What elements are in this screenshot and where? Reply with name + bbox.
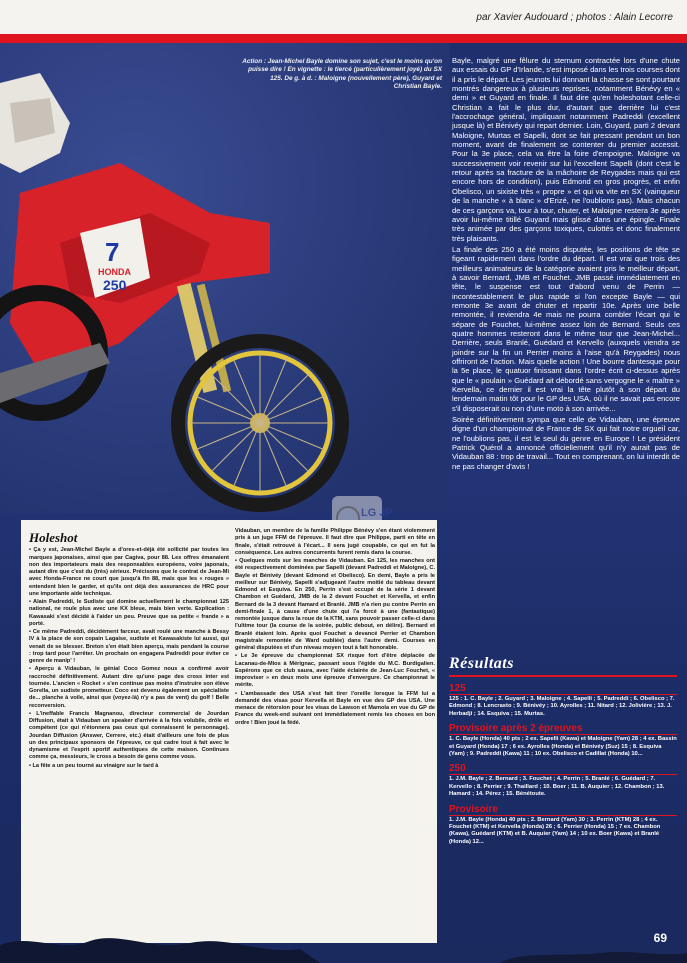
sidebar-title: Holeshot: [29, 530, 78, 545]
sidebar-item: • Quelques mots sur les manches de Vidauban. En 125, les manches ont été respectivement dominées par Sapelli (devant Padreddi et Maloigne), C. Bayle et Bénivéy (devant Edmond et Obelisco). En demi, Bayle a pris le meilleur sur Bénivéy, Sapelli s'adjugeant l'autre moitié du tableau devant Edmond et Esquiva. En 250, Perrin s'est occupé de la série 1 devant Chambon et Guédard, JMB de la 2 devant Fouchet et Kervella, et enfin Bernard de la 3 devant Hamard et Branlé. JMB n'a rien pu contre Perrin en demi-finale 1, à cause d'une chute qui l'a forcé à une (fantastique) remontée jusque dans la roue de la KTM, sans pouvoir passer celle-ci dans l'ultime tour (la course de la soirée, public debout, en délire). Bernard et Branlé étaient loin. Après quoi Fouchet a devancé Perrier et Chambon magistrale remontée de Ward oubliée) dans l'autre demi. Courses en général disputées et d'un niveau moyen tout à fait honorable.: [235, 558, 435, 651]
crowd-silhouette: [0, 923, 687, 963]
sidebar-item: • Le 3e épreuve du championnat SX risque fort d'être déplacée de Lacanau-de-Mios à Mérignac, passant sous l'égide du M.C. Burdigalien. Espérons que ce club saura, avec l'aide éclairée de Jean-Luc Fouchet, « improviser » en deux mois une épreuve d'envergure. Ce championnat le mérite.: [235, 653, 435, 689]
results-section: [449, 683, 677, 718]
results-text: 1. C. Bayle (Honda) 40 pts ; 2 ex. Sapelli (Kawa) et Maloigne (Yam) 28 ; 4 ex. Bassin et Guyard (Honda) 17 ; 6 ex. Ayrolles (Honda) et Bénivéy (Suz) 15 ; 8. Esquiva (Yam) ; 9. Padreddi (Kawa) 11 ; 10 ex. Obelisco et Cadillat (Honda) 10...: [449, 736, 677, 758]
page-number: 69: [653, 931, 667, 945]
sidebar-item: • Alain Padreddi, le Sudiste qui domine actuellement le championnat 125 national, ne roule plus avec une KX bleue, mais bien verte. Explication : Kawasaki s'est décidé à l'aider un peu. Preuve que sa petite « frande » a porté.: [29, 599, 229, 627]
results-heading: Provisoire: [449, 803, 498, 815]
header-rule: [0, 34, 687, 43]
article-column: [452, 56, 680, 636]
results-text: 1. J.M. Bayle (Honda) 40 pts ; 2. Bernard (Yam) 30 ; 3. Perrin (KTM) 28 ; 4 ex. Fouchet (KTM) et Kervella (Honda) 26 ; 6. Perrier (Honda) 15 ; 7 ex. Chambon (Kawa), Guédard (KTM) et B. Auquier (Yam) 14 ; 10 ex. Boer (Kawa) et Branlé (Honda) 12...: [449, 815, 677, 847]
photo-caption: Action : Jean-Michel Bayle domine son sujet, c'est le moins qu'on puisse dire ! En vignette : le tiercé (particulièrement joyé) du SX 125. De g. à d. : Maloigne (nouvellement père), Guyard et Christian Bayle.: [242, 58, 442, 91]
motocross-photo: [0, 43, 450, 513]
watermark-text: LG JP: [361, 507, 393, 519]
sidebar-item: • L'ineffable Francis Magnanou, directeur commercial de Jourdan Diffusion, était à Vidauban un speaker d'arrivée à la fois volubile, drôle et compétent (ce qui n'étonnera pas ceux qui connaissent le personnage). Jourdan Diffusion (Answer, Cerrere, etc.) était d'ailleurs une fois de plus un des principaux sponsors de l'épreuve, ce qui cadre tout à fait avec le dynamisme et l'esprit sportif authentiques de cette maison. Continues comme ça, messieurs, le cross a besoin de gens comme vous.: [29, 710, 229, 761]
sidebar-item: • La fête a un peu tourné au vinaigre sur le tard à: [29, 762, 159, 769]
sidebar-item: • L'ambassade des USA s'est fait tirer l'oreille lorsque la FFM lui a demandé des visas pour Kervella et Bayle en vue des GP des USA. Une menace de rétorsion pour les visas de Lawson et Mamola en vue du GP de France du week-end suivant ont immédiatement remis les choses en bon ordre ! Bien joué la fédé.: [235, 690, 435, 726]
article-paragraph: Soirée définitivement sympa que celle de Vidauban, une épreuve digne d'un championnat de France de SX qui fait notre orgueil car, ne l'oublions pas, il est le seul du genre en Europe ! Le président Patrick Quérol a annoncé officiellement qu'il n'y aurait pas de Vidauban 88 : trop de travail... Tout en comprenant, on lui interdit de ne pas changer d'avis !: [452, 415, 680, 471]
sidebar-column-2: [235, 528, 435, 938]
results-heading: Provisoire après 2 épreuves: [449, 723, 583, 735]
results-text: 125 : 1. C. Bayle ; 2. Guyard ; 3. Maloigne ; 4. Sapelli ; 5. Padreddi ; 6. Obelisco ; 7. Edmond ; 8. Lencrasto ; 9. Bénivéy ; 10. Ayrolles ; 11. Nitard ; 12. Jolivière ; 13. J. Herbadji ; 14. Esquiva ; 15. Murtas.: [449, 694, 677, 718]
results-section: [449, 723, 677, 758]
results-heading: 125: [449, 683, 466, 694]
plate-number: 7: [105, 237, 120, 267]
results-section: [449, 763, 677, 798]
photo-credit: par Xavier Audouard ; photos : Alain Lecorre: [476, 12, 673, 23]
results-panel: [449, 655, 677, 851]
sidebar-item: • Ce même Padreddi, décidément farceur, avait roulé une manche à Bessy IV à la place de son copain Lagaise, sudiste et Kawasakiste lui aussi, qui venait de se blesser. Breton s'en était bien aperçu, mais pendant la course : trop tard pour l'arrêter. Un prochain on engagera Padreddi pour éviter ce genre de manip' !: [29, 629, 229, 664]
sidebar-item: Vidauban, un membre de la famille Philippe Bénévy s'en étant violemment pris à un juge FFM de l'épreuve. Il faut dire que Philippe, parti en tête en finale, s'était retrouvé à l'écart... Il sera jugé coupable, ce qui en fut la conséquence. Les autres concurrents furent remis dans la course.: [235, 528, 435, 556]
article-paragraph: La finale des 250 a été moins disputée, les positions de tête se figeant rapidement dans l'ordre du départ. Il est vrai que trois des meilleurs animateurs de la catégorie avaient pris le meilleur départ, à savoir Bernard, JMB et Fouchet. JMB passé immédiatement en tête, le suspense est tout d'abord venu de Perrin — incontestablement le plus rapide si l'on excepte Bayle — qui remonte 3e avant de chuter et repartir 10e. Après une belle remontée, il reviendra 4e mais ne pourra combler l'écart qui le sépare de Fouchet, lui-même assez loin de Bernard. Seuls ces quatre hommes resteront dans le même tour que Jean-Michel... Derrière, seuls Branlé, Guédard et Kervello (auxquels viendra se joindre sur la fin un Perrier moins à l'aise qu'à Reygades) nous offriront de l'action. Mais quelle action ! Une bourre dantesque pour la 5e place, le quatuor finissant dans l'ordre écrit ci-dessus après que le « poulain » Guédard ait débordé sans vergogne le « maître » Kervella, ce dernier il est vrai la tête plutôt à son départ du lendemain matin tôt pour le GP des USA, où il ne savait pas encore s'il disposerait ou non d'une moto à son arrivée...: [452, 244, 680, 413]
plate-model: 250: [103, 277, 127, 293]
plate-brand: HONDA: [98, 267, 131, 277]
results-section: [449, 804, 677, 847]
sidebar-column-1: [29, 528, 229, 938]
article-paragraph: Bayle, malgré une fêlure du sternum contractée lors d'une chute aux essais du GP d'Irlande, s'est imposé dans les trois courses dont il a pris le départ. Les jeunots lui donnant la chasse se sont pourtant montrés dangereux à plusieurs reprises, notamment Bénévy en « demi » et Guyard en finale. Il faut dire qu'en holeshotant celle-ci Christian a fait le plus dur, d'autant que derrière lui c'est l'accrochage général, impliquant notamment Padreddi (excellent jusque là) et Bénivéy qui repart dernier. Loin, Guyard, parti 2 devant Maloigne, Murtas et Sapelli, dont se fait pressant pendant un bon moment, avant de finalement se contenter du premier accessit. Pour la 3e place, cela va être la foire d'empoigne. Maloigne va successivement voir revenir sur lui l'excellent Sapelli (dont c'est le retour après sa fracture de la mâchoire de Reygades mais qui est encore hors de condition), puis Edmond en gros progrès, et enfin Obelisco, un sixiste très « propre » et qui va vite en SX (vainqueur de la manche « à blanc » d'Erizé, ne l'oublions pas). Mais chacun de ces garçons va, tour à tour, chuter, et Maloigne restera 3e après avoir lui-même titillé Guyard mais glissé dans une épingle. Finale très animée par des garçons toxiques, culottés et donc finalement très plaisants.: [452, 56, 680, 243]
front-wheel: [178, 341, 342, 505]
results-title: Résultats: [449, 655, 677, 677]
holeshot-sidebar: [21, 520, 437, 943]
sidebar-item: • Ça y est, Jean-Michel Bayle a d'ores-et-déjà été sollicité par toutes les marques japonaises, ainsi que par Cagiva, pour 88. Les offres émanaient non des importateurs mais des responsables européens, voire japonais, autant dire que c'est du (très) sérieux. Précisons que le contrat de Jean-Mi avec Honda-France ne court que jusqu'à fin 88, mais que les « rouges » entendent bien le garder, et qu'ils ont déjà des assurances de HRC pour une importante aide technique.: [29, 547, 229, 597]
results-text: 1. J.M. Bayle ; 2. Bernard ; 3. Fouchet ; 4. Perrin ; 5. Branlé ; 6. Guédard ; 7. Kervello ; 8. Perrier ; 9. Thaillard ; 10. Boer ; 11. B. Auquier ; 12. Chambon ; 13. Hamard ; 14. Pérez ; 15. Bénétoute.: [449, 774, 677, 798]
sidebar-item: • Aperçu à Vidauban, le génial Coco Gomez nous a confirmé avoir raccroché définitivement. Autant dire qu'une page des cross inter est tournée. L'ancien « Rocket » s'en continue pas moins d'instruire son élève Gorella, un sudiste prometteur. Coco est devenu également un spécialiste de... planche à voile, ainsi que (voyez-là) n'y a pas de vent) du golf ! Belle reconversion.: [29, 666, 229, 709]
results-heading: 250: [449, 763, 466, 775]
